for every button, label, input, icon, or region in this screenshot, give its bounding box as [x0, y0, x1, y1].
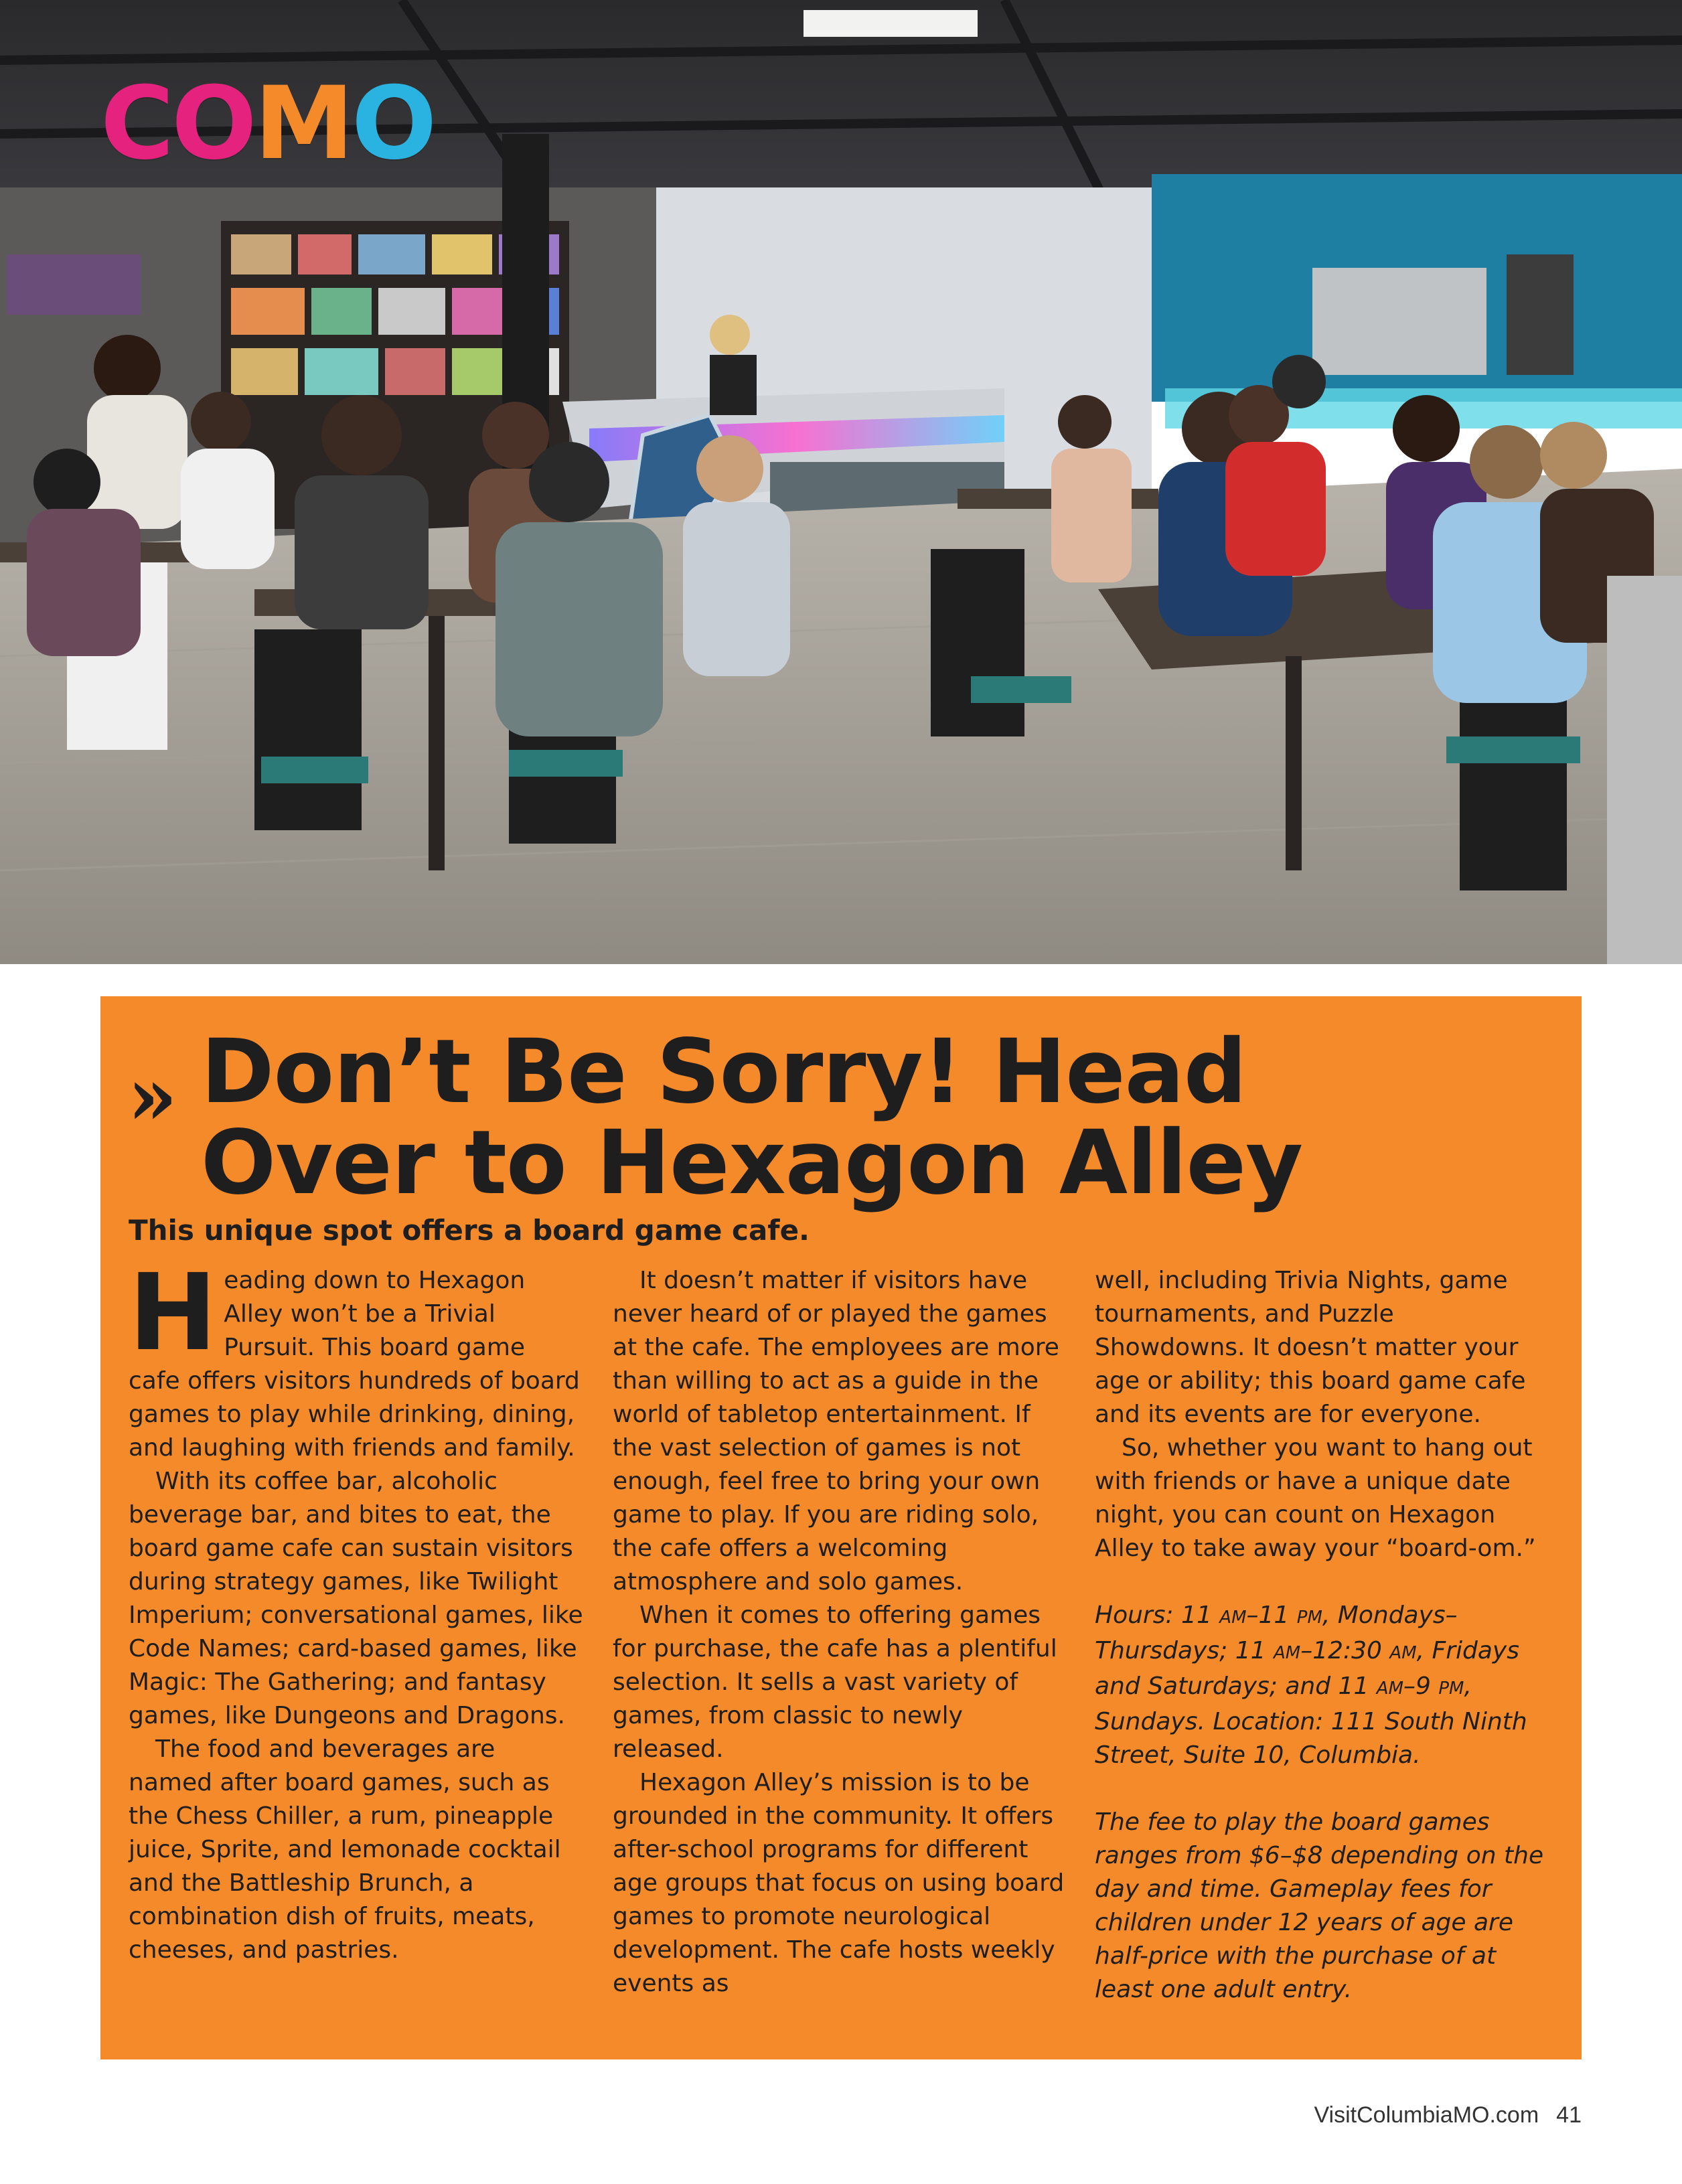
- column-3: [1095, 1264, 1550, 2007]
- paragraph: well, including Trivia Nights, game tournaments, and Puzzle Showdowns. It doesn’t matter your age or ability; this board game cafe and its events are for everyone.: [1095, 1267, 1526, 1428]
- page-number: 41: [1556, 2102, 1582, 2128]
- column-1: [129, 1251, 584, 1967]
- logo-letter: O: [171, 66, 254, 182]
- drop-cap: H: [129, 1251, 218, 1375]
- paragraph: With its coffee bar, alcoholic beverage bar, and bites to eat, the board game cafe can sustain visitors during strategy games, like Twilight Imperium; conversational games, like Code Names; card-based games, like Magic: The Gathering; and fantasy games, like Dungeons and Dragons.: [129, 1468, 583, 1729]
- logo-letter: M: [254, 66, 352, 182]
- paragraph: The food and beverages are named after board games, such as the Chess Chiller, a rum, pineapple juice, Sprite, and lemonade cocktail and the Battleship Brunch, a combination dish of fruits, meats, cheeses, and pastries.: [129, 1735, 561, 1964]
- paragraph: Heading down to Hexagon Alley won’t be a Trivial Pursuit. This board game cafe offers visitors hundreds of board games to play while drinking, dining, and laughing with friends and family.: [129, 1251, 580, 1462]
- paragraph: So, whether you want to hang out with friends or have a unique date night, you can count on Hexagon Alley to take away your “board-om.”: [1095, 1434, 1536, 1562]
- hours-info: Hours: 11 AM–11 PM, Mondays–Thursdays; 11 AM–12:30 AM, Fridays and Saturdays; and 11 AM–9 PM, Sundays. Location: 111 South Ninth Street, Suite 10, Columbia.: [1095, 1602, 1527, 1769]
- headline-line-2: Over to Hexagon Alley: [201, 1111, 1303, 1215]
- fee-info: The fee to play the board games ranges from $6–$8 depending on the day and time. Gameplay fees for children under 12 years of age are half-price with the purchase of at least one adult entry.: [1095, 1808, 1544, 2003]
- como-logo: [100, 66, 435, 182]
- column-2: [613, 1264, 1068, 2001]
- subhead: This unique spot offers a board game cafe.: [129, 1214, 810, 1247]
- article-panel: [100, 996, 1582, 2059]
- paragraph: When it comes to offering games for purchase, the cafe has a plentiful selection. It sells a vast variety of games, from classic to newly released.: [613, 1602, 1057, 1763]
- logo-letter: C: [100, 66, 172, 182]
- paragraph: It doesn’t matter if visitors have never heard of or played the games at the cafe. The employees are more than willing to act as a guide in the world of tabletop entertainment. If the vast selection of games is not enough, feel free to bring your own game to play. If you are riding solo, the cafe offers a welcoming atmosphere and solo games.: [613, 1267, 1059, 1595]
- chevron-icon: »: [127, 1049, 177, 1144]
- footer-site: VisitColumbiaMO.com: [1314, 2102, 1539, 2128]
- logo-letter: O: [351, 66, 435, 182]
- page-footer: [1314, 2102, 1582, 2128]
- headline: [201, 1020, 1507, 1215]
- paragraph: Hexagon Alley’s mission is to be grounded in the community. It offers after-school programs for different age groups that focus on using board games to promote neurological development. The cafe hosts weekly events as: [613, 1769, 1065, 1997]
- headline-line-1: Don’t Be Sorry! Head: [201, 1020, 1247, 1123]
